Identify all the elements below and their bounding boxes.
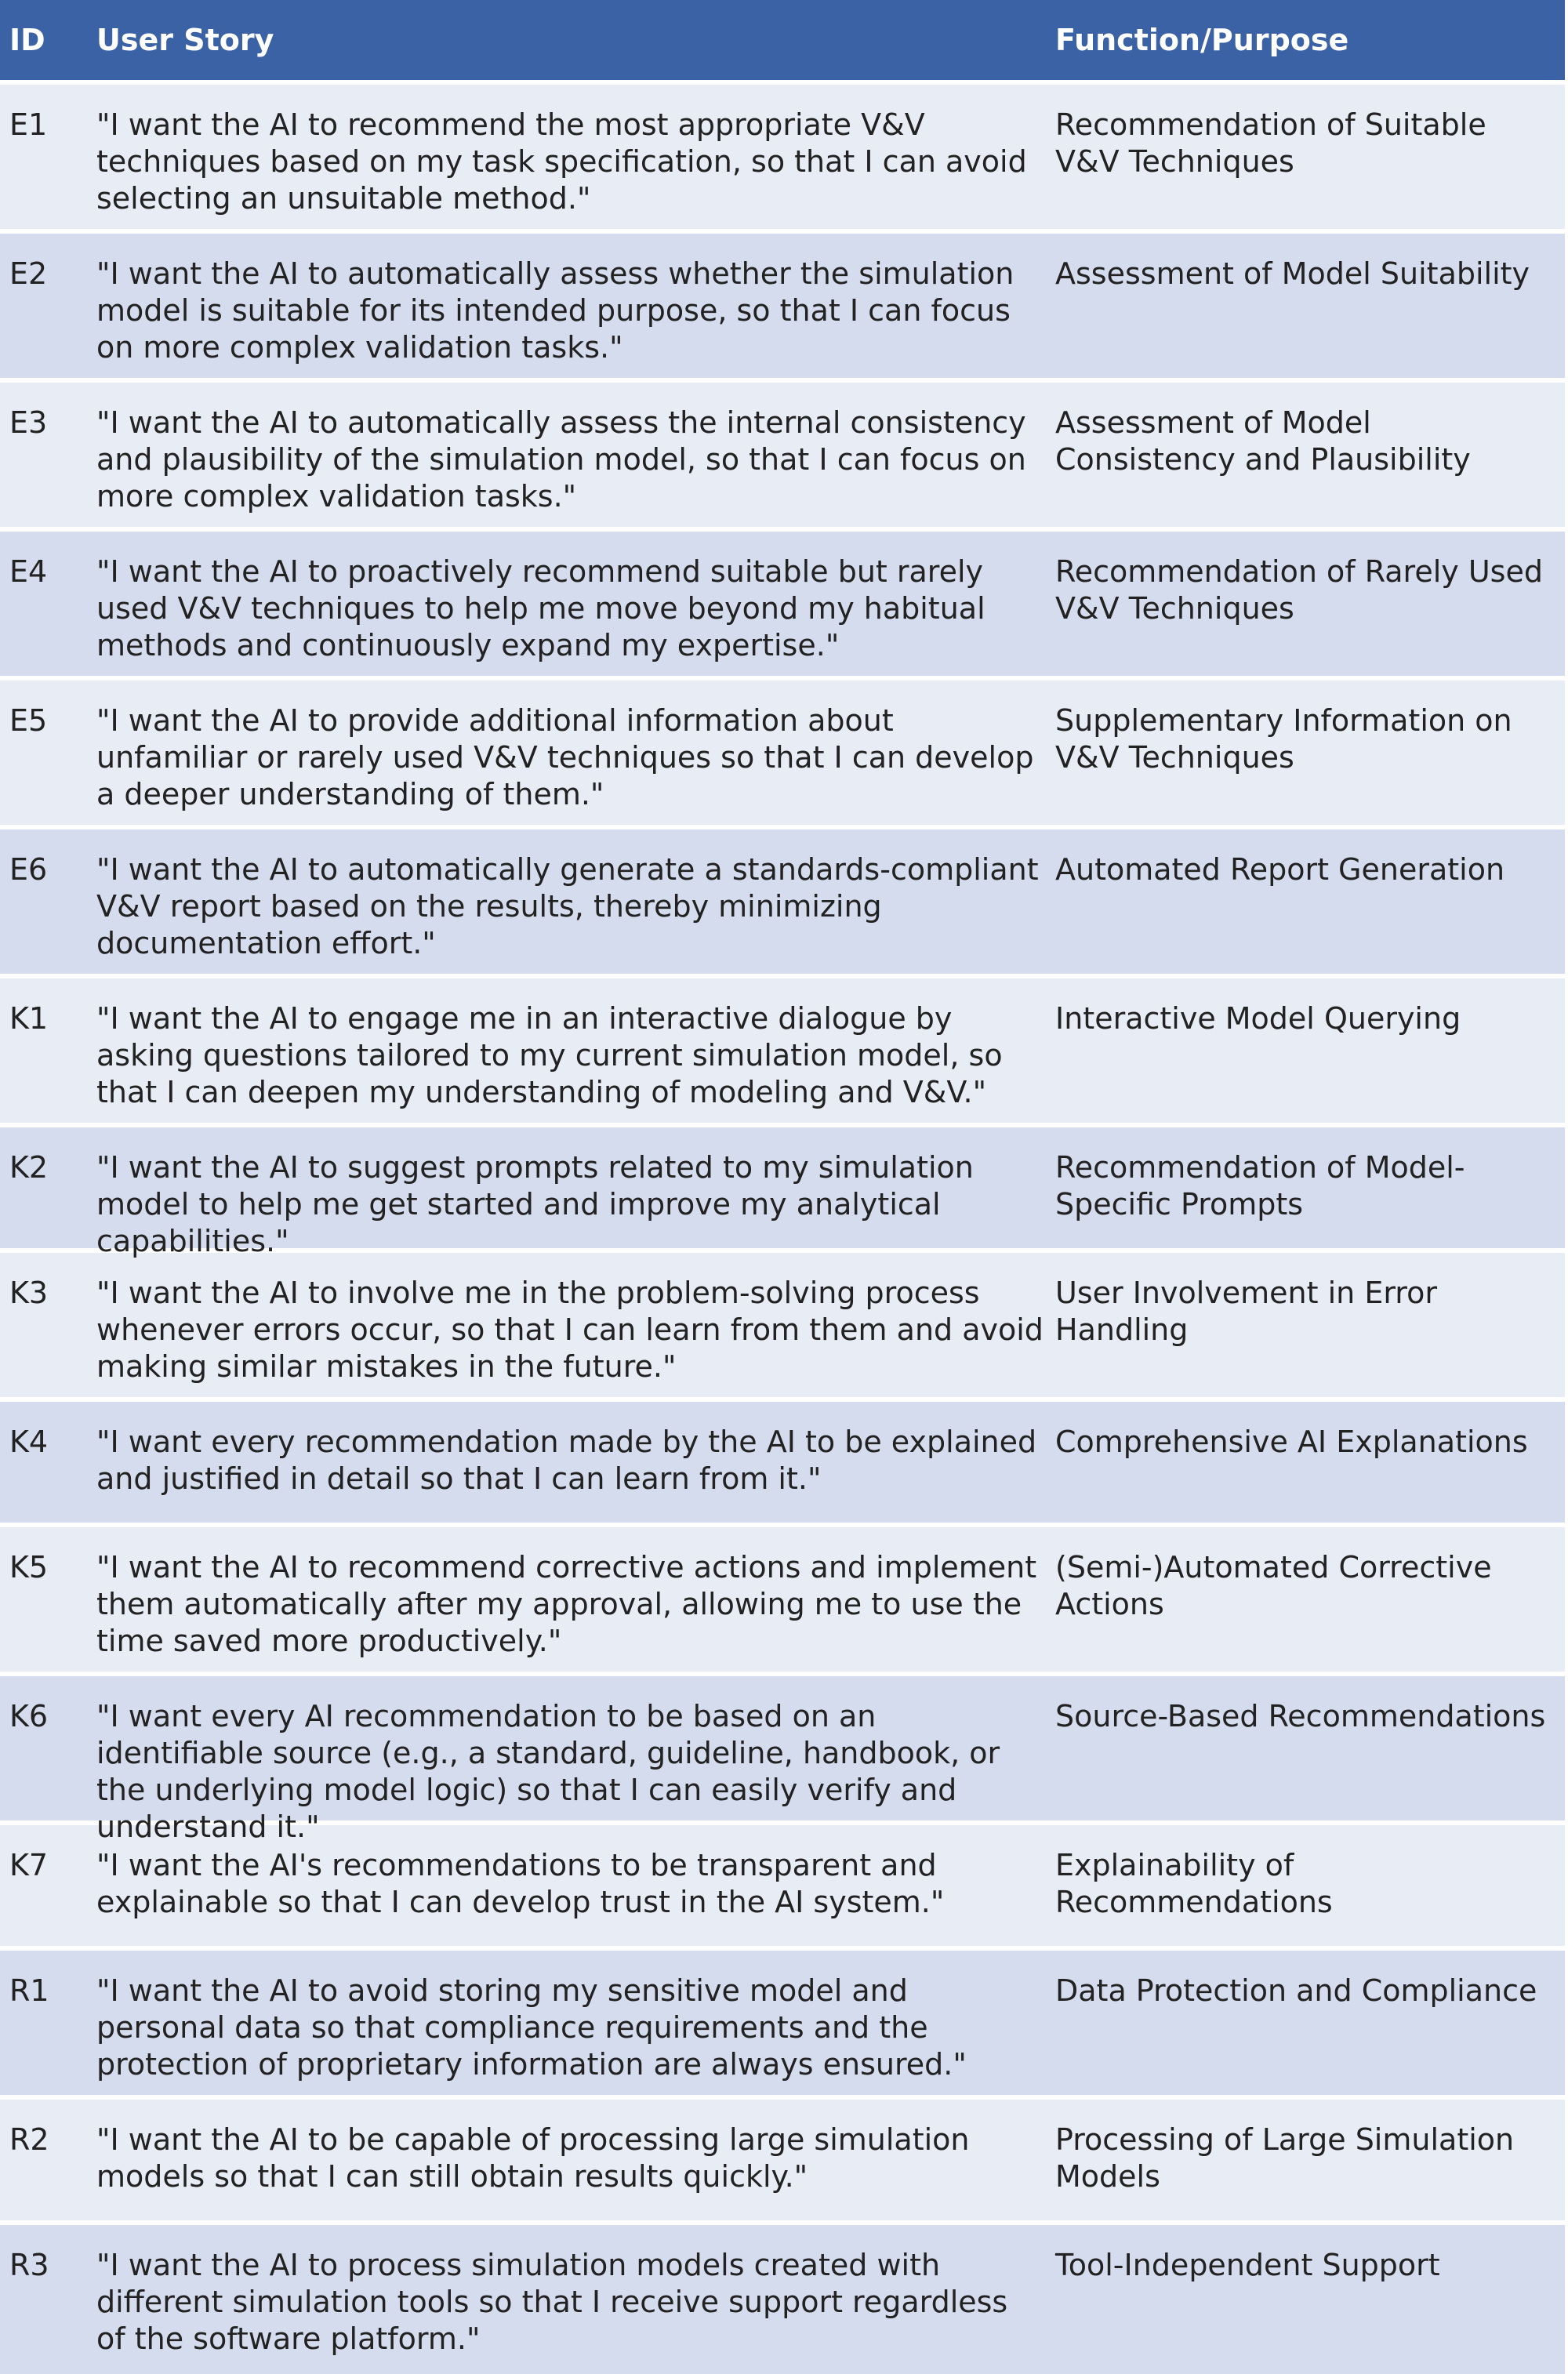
- row-function-purpose: Source-Based Recommendations: [1055, 1699, 1546, 1733]
- table-row: [0, 829, 1565, 978]
- row-user-story: "I want the AI to recommend corrective actions and implement them automatically after my approval, allowing me to use the time saved more productively.": [96, 1550, 1037, 1658]
- row-id: K1: [9, 1001, 49, 1036]
- table-row: [0, 234, 1565, 383]
- row-function-purpose: Assessment of Model Consistency and Plausibility: [1055, 405, 1471, 477]
- table-row: [0, 85, 1565, 234]
- row-user-story: "I want every recommendation made by the AI to be explained and justified in detail so that I can learn from it.": [96, 1425, 1037, 1496]
- row-user-story: "I want the AI to avoid storing my sensitive model and personal data so that compliance requirements and the protection of proprietary information are always ensured.": [96, 1973, 967, 2082]
- row-id: R2: [9, 2122, 49, 2157]
- row-function-purpose: Assessment of Model Suitability: [1055, 256, 1530, 291]
- row-function-purpose: Tool-Independent Support: [1055, 2248, 1440, 2282]
- row-user-story: "I want the AI's recommendations to be transparent and explainable so that I can develop trust in the AI system.": [96, 1848, 945, 1919]
- row-user-story: "I want every AI recommendation to be based on an identifiable source (e.g., a standard, guideline, handbook, or the underlying model logic) so that I can easily verify and understand it.": [96, 1699, 1000, 1844]
- row-function-purpose: Comprehensive AI Explanations: [1055, 1425, 1528, 1459]
- row-user-story: "I want the AI to suggest prompts related to my simulation model to help me get started and improve my analytical capabilities.": [96, 1150, 974, 1258]
- row-function-purpose: Recommendation of Rarely Used V&V Techniques: [1055, 554, 1543, 626]
- row-user-story: "I want the AI to automatically assess whether the simulation model is suitable for its intended purpose, so that I can focus on more complex validation tasks.": [96, 256, 1014, 365]
- table-row: [0, 978, 1565, 1127]
- table-row: [0, 1127, 1565, 1258]
- table-header: [0, 0, 1565, 85]
- row-function-purpose: Interactive Model Querying: [1055, 1001, 1461, 1036]
- row-id: E3: [9, 405, 48, 440]
- row-user-story: "I want the AI to be capable of processing large simulation models so that I can still obtain results quickly.": [96, 2122, 970, 2194]
- row-function-purpose: User Involvement in Error Handling: [1055, 1276, 1437, 1347]
- row-id: K4: [9, 1425, 49, 1459]
- row-function-purpose: Data Protection and Compliance: [1055, 1973, 1537, 2008]
- header-id: ID: [9, 23, 45, 57]
- header-function-purpose: Function/Purpose: [1055, 23, 1349, 57]
- table-row: [0, 1951, 1565, 2100]
- row-id: R1: [9, 1973, 49, 2008]
- row-function-purpose: Processing of Large Simulation Models: [1055, 2122, 1515, 2194]
- table-row: [0, 1402, 1565, 1527]
- table-row: [0, 1676, 1565, 1844]
- row-user-story: "I want the AI to automatically assess the internal consistency and plausibility of the simulation model, so that I can focus on more complex validation tasks.": [96, 405, 1026, 514]
- table-body: [0, 85, 1565, 2374]
- row-user-story: "I want the AI to proactively recommend suitable but rarely used V&V techniques to help me move beyond my habitual methods and continuously expand my expertise.": [96, 554, 985, 662]
- row-user-story: "I want the AI to recommend the most appropriate V&V techniques based on my task specification, so that I can avoid selecting an unsuitable method.": [96, 107, 1027, 216]
- row-id: K2: [9, 1150, 49, 1185]
- row-id: E1: [9, 107, 48, 142]
- row-user-story: "I want the AI to provide additional information about unfamiliar or rarely used V&V techniques so that I can develop a deeper understanding of them.": [96, 703, 1034, 811]
- table-row: [0, 1253, 1565, 1402]
- table-row: [0, 1825, 1565, 1951]
- row-user-story: "I want the AI to process simulation models created with different simulation tools so that I receive support regardless of the software platform.": [96, 2248, 1008, 2356]
- row-id: E4: [9, 554, 48, 589]
- row-id: E5: [9, 703, 48, 738]
- row-function-purpose: Automated Report Generation: [1055, 852, 1505, 887]
- row-user-story: "I want the AI to involve me in the problem-solving process whenever errors occur, so that I can learn from them and avoid making similar mistakes in the future.": [96, 1276, 1044, 1384]
- table-row: [0, 2225, 1565, 2374]
- row-id: R3: [9, 2248, 49, 2282]
- row-id: E6: [9, 852, 48, 887]
- row-id: E2: [9, 256, 48, 291]
- row-id: K3: [9, 1276, 49, 1310]
- row-id: K7: [9, 1848, 49, 1882]
- table-row: [0, 532, 1565, 681]
- row-function-purpose: Supplementary Information on V&V Techniques: [1055, 703, 1512, 775]
- row-user-story: "I want the AI to engage me in an interactive dialogue by asking questions tailored to my current simulation model, so that I can deepen my understanding of modeling and V&V.": [96, 1001, 1003, 1109]
- table-row: [0, 681, 1565, 829]
- row-function-purpose: Explainability of Recommendations: [1055, 1848, 1333, 1919]
- row-id: K5: [9, 1550, 49, 1584]
- header-user-story: User Story: [96, 23, 274, 57]
- table-row: [0, 1527, 1565, 1676]
- table-row: [0, 2100, 1565, 2225]
- row-function-purpose: Recommendation of Model-Specific Prompts: [1055, 1150, 1465, 1221]
- table-row: [0, 383, 1565, 532]
- row-function-purpose: Recommendation of Suitable V&V Techniques: [1055, 107, 1486, 179]
- row-user-story: "I want the AI to automatically generate a standards-compliant V&V report based on the results, thereby minimizing documentation effort.": [96, 852, 1039, 960]
- row-function-purpose: (Semi-)Automated Corrective Actions: [1055, 1550, 1492, 1621]
- row-id: K6: [9, 1699, 49, 1733]
